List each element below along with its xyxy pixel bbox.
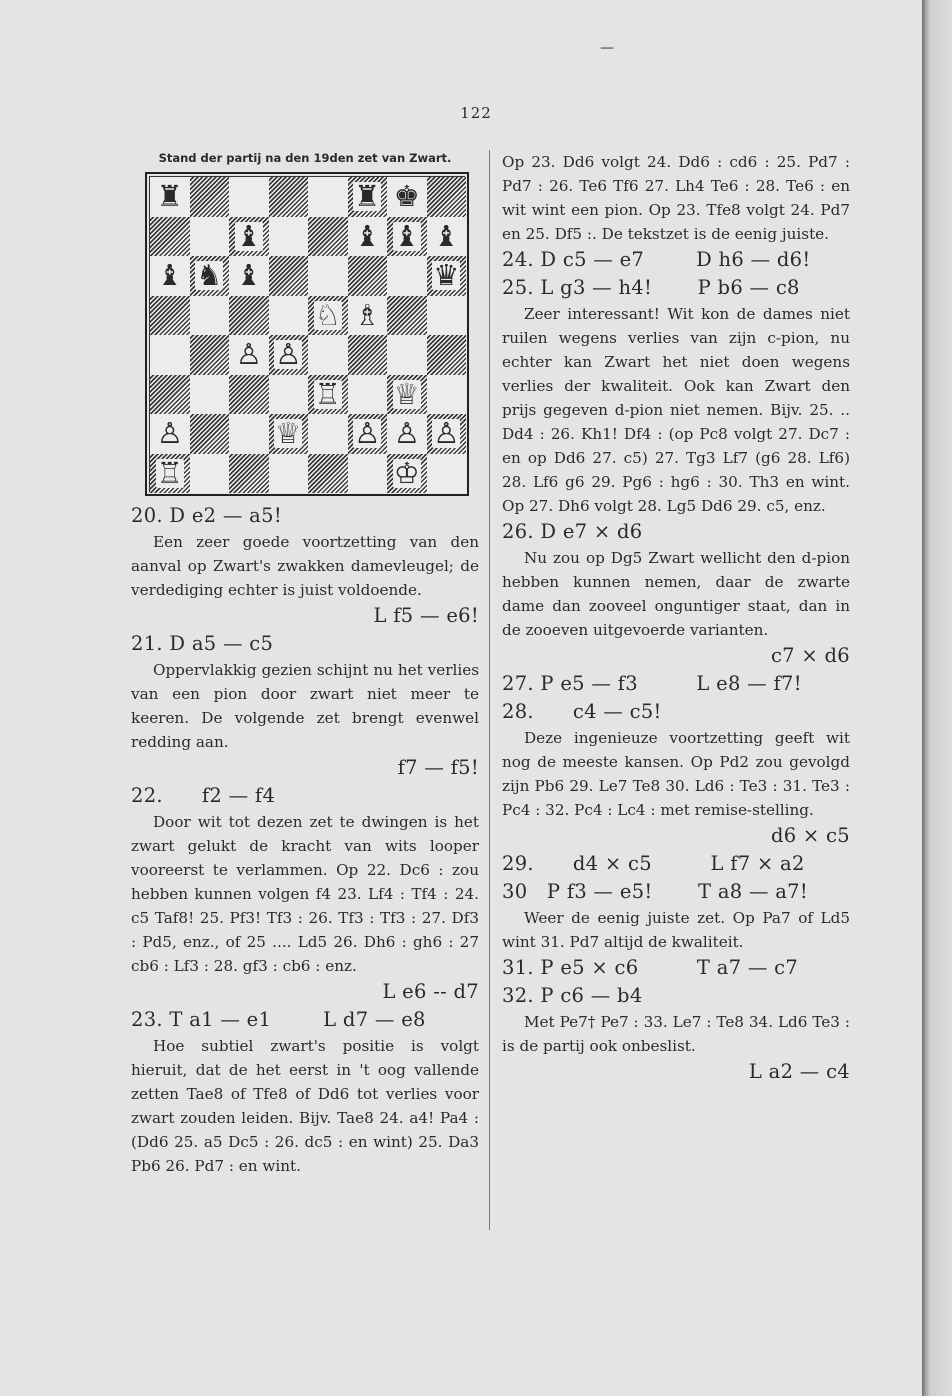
paragraph: Een zeer goede voortzetting van den aanval op Zwart's zwakken damevleugel; de verdediging echter is juist voldoende. xyxy=(131,533,479,599)
move-line: 22. f2 — f4 xyxy=(131,784,276,807)
board-square xyxy=(190,217,230,257)
board-square xyxy=(348,335,388,375)
board-square xyxy=(348,217,388,257)
board-square xyxy=(427,177,467,217)
board-square xyxy=(387,414,427,454)
board-square xyxy=(348,375,388,415)
board-square xyxy=(427,454,467,494)
paragraph: Op 23. Dd6 volgt 24. Dd6 : cd6 : 25. Pd7 : Pd7 : 26. Te6 Tf6 27. Lh4 Te6 : 28. Te6 : en wit wint een pion. Op 23. Tfe8 volgt 24. Pd7 en 25. Df5 :. De tekstzet is de eenig juiste. xyxy=(502,153,850,243)
board-square xyxy=(150,296,190,336)
board-square xyxy=(150,375,190,415)
board-square xyxy=(387,296,427,336)
chess-diagram xyxy=(145,172,469,496)
board-square xyxy=(427,296,467,336)
chess-piece-icon: ♝ xyxy=(235,258,262,293)
chess-piece-icon: ♘ xyxy=(314,297,341,332)
board-square xyxy=(229,256,269,296)
page-number: 122 xyxy=(460,104,492,122)
chess-piece-icon: ♝ xyxy=(433,218,460,253)
chess-piece-icon: ♝ xyxy=(235,218,262,253)
page-edge xyxy=(922,0,952,1396)
right-text xyxy=(502,150,850,1086)
move-line: 29. d4 × c5 L f7 × a2 xyxy=(502,852,805,875)
board-square xyxy=(308,256,348,296)
chess-piece-icon: ♙ xyxy=(156,416,183,451)
board-square xyxy=(229,296,269,336)
chess-piece-icon: ♚ xyxy=(393,179,420,214)
move-line: 26. D e7 × d6 xyxy=(502,520,643,543)
chess-piece-icon: ♞ xyxy=(196,258,223,293)
board-square xyxy=(308,335,348,375)
board-square xyxy=(308,296,348,336)
move-line: 32. P c6 — b4 xyxy=(502,984,643,1007)
board-square xyxy=(269,335,309,375)
board-square xyxy=(387,177,427,217)
diagram-caption: Stand der partij na den 19den zet van Zwart. xyxy=(158,151,452,165)
board-square xyxy=(190,414,230,454)
move-line-black: L a2 — c4 xyxy=(748,1060,850,1083)
move-line: 28. c4 — c5! xyxy=(502,700,662,723)
chess-piece-icon: ♙ xyxy=(354,416,381,451)
move-line: 30 P f3 — e5! T a8 — a7! xyxy=(502,880,809,903)
move-line: 27. P e5 — f3 L e8 — f7! xyxy=(502,672,802,695)
board-square xyxy=(269,296,309,336)
board-square xyxy=(387,256,427,296)
header-mark: — xyxy=(600,40,614,56)
board-square xyxy=(150,217,190,257)
board-square xyxy=(150,256,190,296)
board-square xyxy=(348,296,388,336)
chess-piece-icon: ♙ xyxy=(393,416,420,451)
board-square xyxy=(387,454,427,494)
board-square xyxy=(308,217,348,257)
board-square xyxy=(150,414,190,454)
board-square xyxy=(387,335,427,375)
move-line: 31. P e5 × c6 T a7 — c7 xyxy=(502,956,799,979)
chess-piece-icon: ♝ xyxy=(156,258,183,293)
paragraph: Zeer interessant! Wit kon de dames niet ruilen wegens verlies van zijn c-pion, nu echter kan Zwart het niet doen wegens verlies der kwaliteit. Ook kan Zwart den prijs gegeven d-pion niet nemen. Bijv. 25. .. Dd4 : 26. Kh1! Df4 : (op Pc8 volgt 27. Dc7 : en op Dd6 27. c5) 27. Tg3 Lf7 (g6 28. Lf6) 28. Lf6 g6 29. Pg6 : hg6 : 30. Th3 en wint. Op 27. Dh6 volgt 28. Lg5 Dd6 29. c5, enz. xyxy=(502,305,850,515)
chess-piece-icon: ♝ xyxy=(393,218,420,253)
board-square xyxy=(308,454,348,494)
chess-piece-icon: ♔ xyxy=(393,455,420,490)
board-square xyxy=(308,375,348,415)
chess-piece-icon: ♕ xyxy=(393,376,420,411)
board-square xyxy=(150,454,190,494)
board-square xyxy=(387,375,427,415)
board-square xyxy=(229,454,269,494)
chess-piece-icon: ♗ xyxy=(354,297,381,332)
board-square xyxy=(269,375,309,415)
move-line: 21. D a5 — c5 xyxy=(131,632,274,655)
board-square xyxy=(190,335,230,375)
chess-piece-icon: ♙ xyxy=(235,337,262,372)
move-line-black: c7 × d6 xyxy=(770,644,850,667)
paragraph: Hoe subtiel zwart's positie is volgt hieruit, dat de het eerst in 't oog vallende zetten Tae8 of Tfe8 of Dd6 tot verlies voor zwart zouden leiden. Bijv. Tae8 24. a4! Pa4 : (Dd6 25. a5 Dc5 : 26. dc5 : en wint) 25. Da3 Pb6 26. Pd7 : en wint. xyxy=(131,1037,479,1175)
board-square xyxy=(308,177,348,217)
board-square xyxy=(229,375,269,415)
chess-piece-icon: ♜ xyxy=(156,179,183,214)
chess-piece-icon: ♝ xyxy=(354,218,381,253)
chess-piece-icon: ♛ xyxy=(433,258,460,293)
chess-piece-icon: ♙ xyxy=(433,416,460,451)
left-text xyxy=(131,502,479,1178)
board-square xyxy=(190,177,230,217)
board-square xyxy=(269,217,309,257)
board-square xyxy=(150,335,190,375)
board-square xyxy=(427,217,467,257)
move-line-black: d6 × c5 xyxy=(770,824,850,847)
paragraph: Nu zou op Dg5 Zwart wellicht den d-pion hebben kunnen nemen, daar de zwarte dame dan zooveel onguntiger staat, dan in de zooeven uitgevoerde varianten. xyxy=(502,549,850,639)
board-square xyxy=(229,414,269,454)
left-column xyxy=(131,150,479,1178)
board-square xyxy=(229,217,269,257)
move-line: 24. D c5 — e7 D h6 — d6! xyxy=(502,248,811,271)
paragraph: Weer de eenig juiste zet. Op Pa7 of Ld5 wint 31. Pd7 altijd de kwaliteit. xyxy=(502,909,850,951)
board-square xyxy=(427,414,467,454)
board-square xyxy=(387,217,427,257)
board-square xyxy=(269,414,309,454)
move-line-black: L f5 — e6! xyxy=(373,604,479,627)
board-square xyxy=(229,177,269,217)
board-square xyxy=(190,375,230,415)
board-square xyxy=(229,335,269,375)
move-line: 23. T a1 — e1 L d7 — e8 xyxy=(131,1008,426,1031)
board-square xyxy=(150,177,190,217)
board-square xyxy=(190,256,230,296)
paragraph: Door wit tot dezen zet te dwingen is het zwart gelukt de kracht van wits looper vooreerst te verlammen. Op 22. Dc6 : zou hebben kunnen volgen f4 23. Lf4 : Tf4 : 24. c5 Taf8! 25. Pf3! Tf3 : 26. Tf3 : Tf3 : 27. Df3 : Pd5, enz., of 25 .... Ld5 26. Dh6 : gh6 : 27 cb6 : Lf3 : 28. gf3 : cb6 : enz. xyxy=(131,813,479,975)
board-square xyxy=(348,256,388,296)
paragraph: Met Pe7† Pe7 : 33. Le7 : Te8 34. Ld6 Te3 : is de partij ook onbeslist. xyxy=(502,1013,850,1055)
chess-piece-icon: ♜ xyxy=(354,179,381,214)
board-square xyxy=(190,296,230,336)
board-square xyxy=(427,256,467,296)
board-square xyxy=(308,414,348,454)
move-line-black: f7 — f5! xyxy=(397,756,479,779)
board-square xyxy=(348,414,388,454)
board-square xyxy=(269,177,309,217)
board-square xyxy=(269,256,309,296)
chess-piece-icon: ♖ xyxy=(156,455,183,490)
move-line: 25. L g3 — h4! P b6 — c8 xyxy=(502,276,800,299)
board-square xyxy=(269,454,309,494)
chess-board xyxy=(149,176,465,492)
board-square xyxy=(348,454,388,494)
column-rule xyxy=(489,150,490,1230)
move-line-black: L e6 -- d7 xyxy=(382,980,479,1003)
board-square xyxy=(190,454,230,494)
board-square xyxy=(348,177,388,217)
chess-piece-icon: ♖ xyxy=(314,376,341,411)
board-square xyxy=(427,335,467,375)
paragraph: Deze ingenieuze voortzetting geeft wit nog de meeste kansen. Op Pd2 zou gevolgd zijn Pb6 29. Le7 Te8 30. Ld6 : Te3 : 31. Te3 : Pc4 : 32. Pc4 : Lc4 : met remise-stelling. xyxy=(502,729,850,819)
move-line: 20. D e2 — a5! xyxy=(131,504,282,527)
chess-piece-icon: ♙ xyxy=(275,337,302,372)
paragraph: Oppervlakkig gezien schijnt nu het verlies van een pion door zwart niet meer te keeren. De volgende zet brengt evenwel redding aan. xyxy=(131,661,479,751)
right-column xyxy=(502,150,850,1086)
chess-piece-icon: ♕ xyxy=(275,416,302,451)
board-square xyxy=(427,375,467,415)
